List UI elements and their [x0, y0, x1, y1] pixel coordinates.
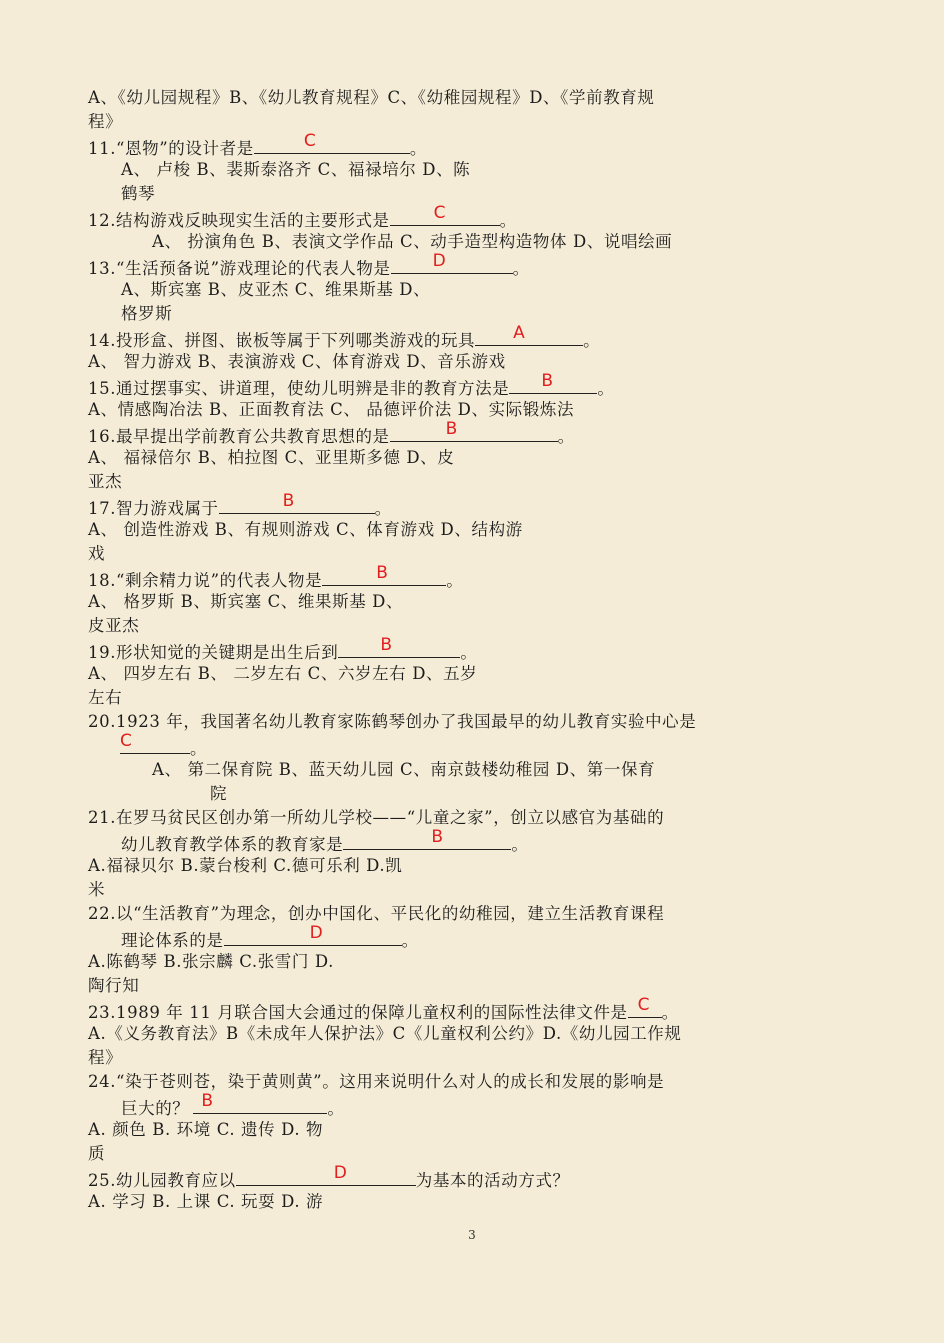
options-cont: 院 — [210, 784, 228, 803]
question-text: 17.智力游戏属于 — [88, 499, 219, 518]
answer-mark: B — [376, 563, 389, 583]
answer-mark: B — [201, 1091, 214, 1111]
punct: 。 — [409, 139, 427, 158]
answer-mark: C — [433, 203, 447, 223]
options: A、 智力游戏 B、表演游戏 C、体育游戏 D、音乐游戏 — [88, 352, 506, 371]
answer-mark: D — [333, 1163, 348, 1183]
answer-blank — [509, 371, 597, 394]
answer-blank — [224, 923, 402, 946]
answer-mark: D — [309, 923, 324, 943]
question-24-cont — [88, 1091, 868, 1118]
question-text: 19.形状知觉的关键期是出生后到 — [88, 643, 339, 662]
options-cont: 程》 — [88, 1048, 123, 1067]
question-16 — [88, 419, 868, 446]
punct: 。 — [499, 211, 517, 230]
question-23 — [88, 995, 868, 1022]
punct: 。 — [512, 259, 530, 278]
question-text: 13.“生活预备说”游戏理论的代表人物是 — [88, 259, 391, 278]
punct: 。 — [446, 571, 464, 590]
answer-mark: B — [541, 371, 554, 391]
answer-blank — [254, 131, 410, 154]
options: A.陈鹤琴 B.张宗麟 C.张雪门 D. — [88, 952, 334, 971]
options-cont: 质 — [88, 1144, 106, 1163]
question-list — [88, 86, 868, 1214]
answer-mark: A — [513, 323, 526, 343]
page-number: 3 — [468, 1228, 476, 1242]
answer-mark: B — [282, 491, 295, 511]
answer-mark: B — [380, 635, 393, 655]
question-20: 20.1923 年，我国著名幼儿教育家陈鹤琴创办了我国最早的幼儿教育实验中心是 — [88, 712, 697, 731]
options: A.《义务教育法》B《未成年人保护法》C《儿童权利公约》D.《幼儿园工作规 — [88, 1024, 682, 1043]
text-line: 程》 — [88, 112, 123, 131]
question-18 — [88, 563, 868, 590]
answer-blank — [628, 995, 662, 1018]
punct: 。 — [511, 835, 529, 854]
punct: 。 — [374, 499, 392, 518]
question-text: 15.通过摆事实、讲道理，使幼儿明辨是非的教育方法是 — [88, 379, 510, 398]
answer-blank — [343, 827, 511, 850]
options: A、 创造性游戏 B、有规则游戏 C、体育游戏 D、结构游 — [88, 520, 523, 539]
answer-blank — [322, 563, 446, 586]
options: A、 格罗斯 B、斯宾塞 C、维果斯基 D、 — [88, 592, 404, 611]
question-21: 21.在罗马贫民区创办第一所幼儿学校——“儿童之家”，创立以感官为基础的 — [88, 808, 665, 827]
punct: 。 — [597, 379, 615, 398]
options-cont: 皮亚杰 — [88, 616, 140, 635]
question-24: 24.“染于苍则苍，染于黄则黄”。这用来说明什么对人的成长和发展的影响是 — [88, 1072, 665, 1091]
question-22-cont — [88, 923, 868, 950]
question-text: 25.幼儿园教育应以 — [88, 1171, 236, 1190]
question-text: 理论体系的是 — [121, 931, 224, 950]
question-19 — [88, 635, 868, 662]
answer-blank — [390, 203, 500, 226]
question-text: 23.1989 年 11 月联合国大会通过的保障儿童权利的国际性法律文件是 — [88, 1003, 628, 1022]
options: A、 扮演角色 B、表演文学作品 C、动手造型构造物体 D、说唱绘画 — [152, 232, 673, 251]
question-13 — [88, 251, 868, 278]
question-text: 16.最早提出学前教育公共教育思想的是 — [88, 427, 390, 446]
punct: 。 — [460, 643, 478, 662]
options-cont: 亚杰 — [88, 472, 123, 491]
question-22: 22.以“生活教育”为理念，创办中国化、平民化的幼稚园，建立生活教育课程 — [88, 904, 665, 923]
punct: 。 — [327, 1099, 345, 1118]
question-text: 18.“剩余精力说”的代表人物是 — [88, 571, 323, 590]
options: A、斯宾塞 B、皮亚杰 C、维果斯基 D、 — [121, 280, 431, 299]
options: A、情感陶冶法 B、正面教育法 C、 品德评价法 D、实际锻炼法 — [88, 400, 575, 419]
answer-mark: C — [303, 131, 317, 151]
question-text: 14.投形盒、拼图、嵌板等属于下列哪类游戏的玩具 — [88, 331, 476, 350]
answer-blank — [391, 251, 513, 274]
options: A. 颜色 B. 环境 C. 遗传 D. 物 — [88, 1120, 324, 1139]
punct: 。 — [557, 427, 575, 446]
options: A.福禄贝尔 B.蒙台梭利 C.德可乐利 D.凯 — [88, 856, 403, 875]
options-cont: 米 — [88, 880, 106, 899]
answer-blank — [219, 491, 375, 514]
options: A、 福禄倍尔 B、柏拉图 C、亚里斯多德 D、皮 — [88, 448, 455, 467]
answer-blank — [193, 1091, 327, 1114]
options-cont: 格罗斯 — [121, 304, 173, 323]
question-17 — [88, 491, 868, 518]
question-text: 为基本的活动方式？ — [415, 1171, 570, 1190]
answer-blank — [475, 323, 583, 346]
options-cont: 左右 — [88, 688, 123, 707]
options: A、 四岁左右 B、 二岁左右 C、六岁左右 D、五岁 — [88, 664, 478, 683]
answer-blank — [338, 635, 460, 658]
answer-blank — [120, 731, 190, 754]
question-11 — [88, 131, 868, 158]
punct: 。 — [583, 331, 601, 350]
options: A、 卢梭 B、裴斯泰洛齐 C、福禄培尔 D、陈 — [121, 160, 471, 179]
text-line: A、《幼儿园规程》B、《幼儿教育规程》C、《幼稚园规程》D、《学前教育规 — [88, 88, 655, 107]
question-text: 巨大的？ — [121, 1099, 190, 1118]
answer-mark: C — [637, 995, 651, 1015]
question-12 — [88, 203, 868, 230]
question-text: 幼儿教育教学体系的教育家是 — [121, 835, 344, 854]
punct: 。 — [661, 1003, 679, 1022]
question-25 — [88, 1163, 868, 1190]
punct: 。 — [190, 739, 208, 758]
options-cont: 鹤琴 — [121, 184, 156, 203]
question-text: 11.“恩物”的设计者是 — [88, 139, 254, 158]
options: A、 第二保育院 B、蓝天幼儿园 C、南京鼓楼幼稚园 D、第一保育 — [152, 760, 656, 779]
answer-mark: C — [120, 731, 133, 751]
options-cont: 陶行知 — [88, 976, 140, 995]
answer-mark: B — [431, 827, 444, 847]
question-14 — [88, 323, 868, 350]
options-cont: 戏 — [88, 544, 106, 563]
options: A. 学习 B. 上课 C. 玩耍 D. 游 — [88, 1192, 324, 1211]
answer-blank — [390, 419, 558, 442]
punct: 。 — [401, 931, 419, 950]
answer-mark: D — [432, 251, 447, 271]
answer-blank — [236, 1163, 416, 1186]
question-15 — [88, 371, 868, 398]
question-20-blank — [88, 731, 868, 758]
answer-mark: B — [445, 419, 458, 439]
question-21-cont — [88, 827, 868, 854]
question-text: 12.结构游戏反映现实生活的主要形式是 — [88, 211, 390, 230]
